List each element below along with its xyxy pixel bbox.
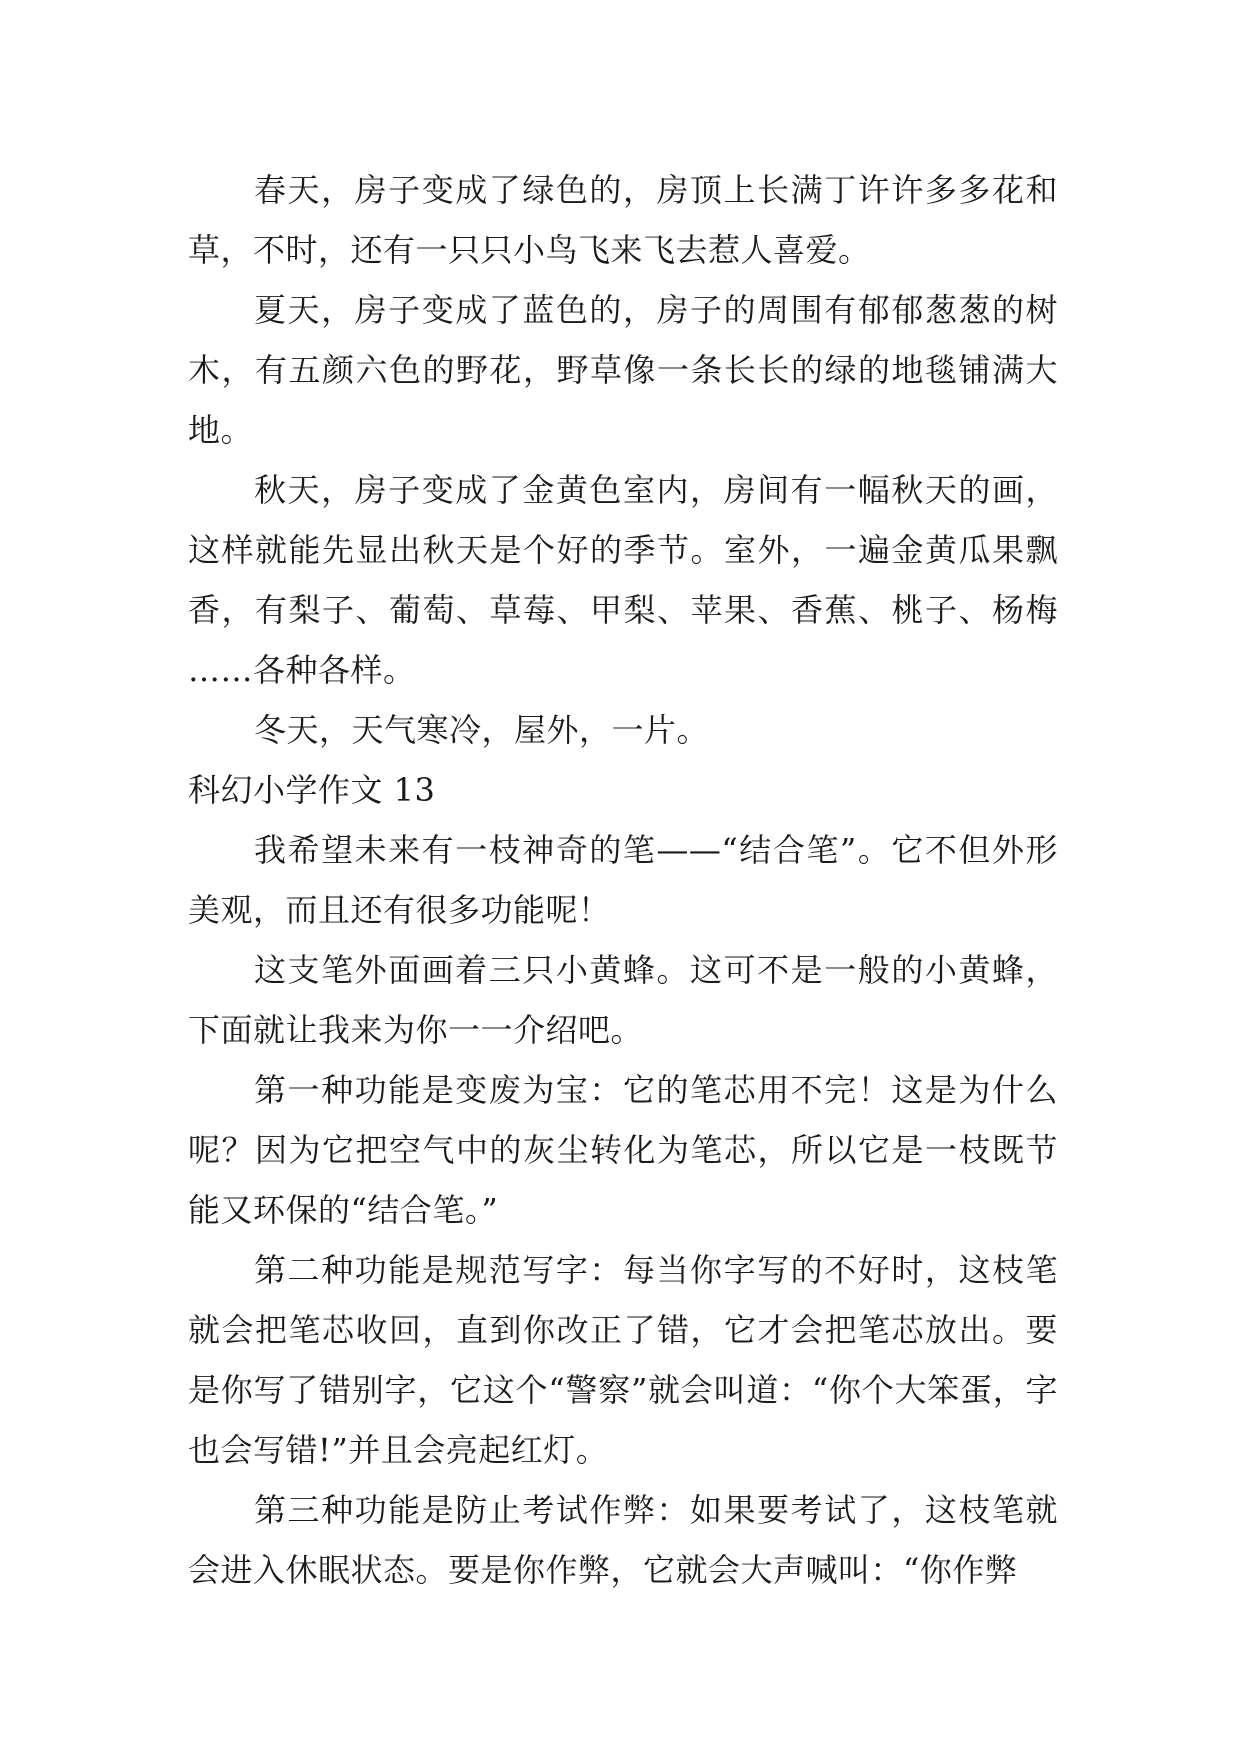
paragraph-autumn: 秋天，房子变成了金黄色室内，房间有一幅秋天的画，这样就能先显出秋天是个好的季节。室外，一遍金黄瓜果飘香，有梨子、葡萄、草莓、甲梨、苹果、香蕉、桃子、杨梅……各种各样。 bbox=[188, 471, 1058, 689]
paragraph-winter: 冬天，天气寒冷，屋外，一片。 bbox=[254, 711, 710, 749]
section-heading: 科幻小学作文 13 bbox=[188, 771, 436, 809]
paragraph-function-two: 第二种功能是规范写字：每当你字写的不好时，这枝笔就会把笔芯收回，直到你改正了错，它才会把笔芯放出。要是你写了错别字，它这个“警察”就会叫道：“你个大笨蛋，字也会写错!”并且会亮起红灯。 bbox=[188, 1251, 1058, 1469]
paragraph-appearance: 这支笔外面画着三只小黄蜂。这可不是一般的小黄蜂，下面就让我来为你一一介绍吧。 bbox=[188, 951, 1058, 1049]
paragraph-function-one: 第一种功能是变废为宝：它的笔芯用不完！这是为什么呢？因为它把空气中的灰尘转化为笔芯，所以它是一枝既节能又环保的“结合笔。” bbox=[188, 1071, 1058, 1229]
paragraph-summer: 夏天，房子变成了蓝色的，房子的周围有郁郁葱葱的树木，有五颜六色的野花，野草像一条长长的绿的地毯铺满大地。 bbox=[188, 291, 1058, 449]
paragraph-spring: 春天，房子变成了绿色的，房顶上长满丁许许多多花和草，不时，还有一只只小鸟飞来飞去惹人喜爱。 bbox=[188, 171, 1058, 269]
paragraph-function-three: 第三种功能是防止考试作弊：如果要考试了，这枝笔就会进入休眠状态。要是你作弊，它就会大声喊叫：“你作弊 bbox=[188, 1491, 1058, 1589]
paragraph-intro: 我希望未来有一枝神奇的笔——“结合笔”。它不但外形美观，而且还有很多功能呢！ bbox=[188, 831, 1058, 929]
document-body bbox=[188, 160, 1058, 1600]
